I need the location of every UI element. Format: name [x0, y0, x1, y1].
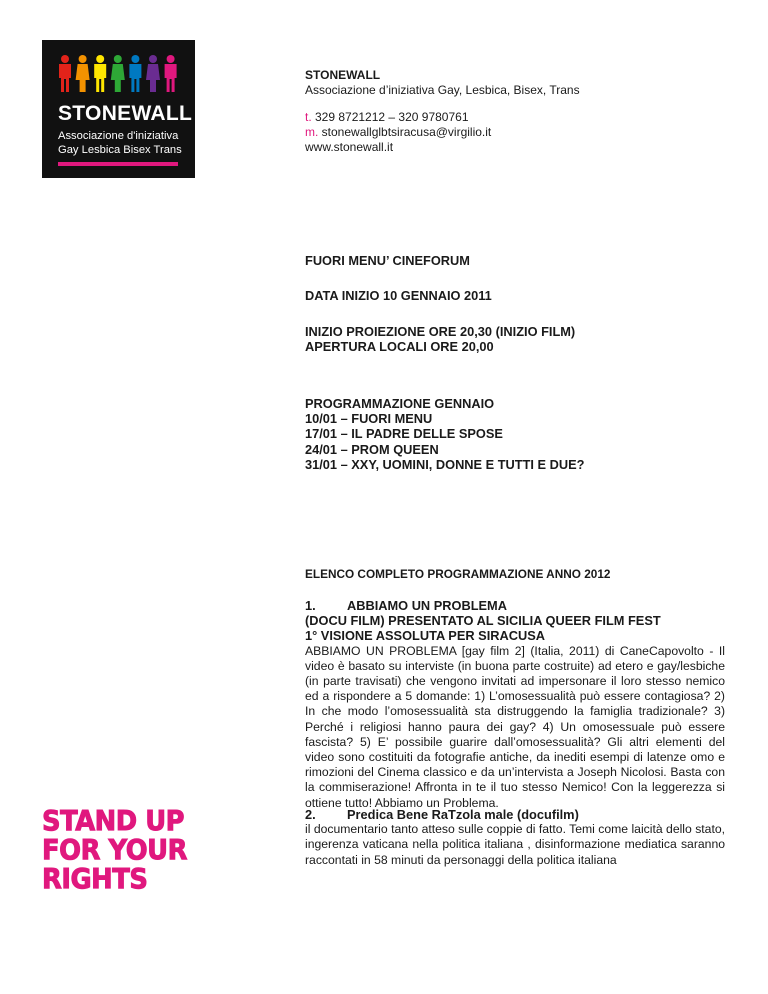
- film-2: [305, 807, 725, 868]
- film-2-number: 2.: [305, 807, 316, 822]
- org-subtitle: Associazione d’iniziativa Gay, Lesbica, Bisex, Trans: [305, 83, 580, 97]
- venue-opening: APERTURA LOCALI ORE 20,00: [305, 339, 494, 355]
- person-figure-icon: [76, 55, 90, 92]
- slogan-line: RIGHTS: [42, 862, 148, 895]
- mail-label: m.: [305, 125, 319, 139]
- projection-start: INIZIO PROIEZIONE ORE 20,30 (INIZIO FILM): [305, 324, 576, 339]
- contact-header: [305, 68, 580, 155]
- film-1-description: ABBIAMO UN PROBLEMA [gay film 2] (Italia, 2011) di CaneCapovolto - Il video è basato su interviste (in buona parte costruite) ad etero e gay/lesbiche (in parte travisati) che vengono invitati ad impersonare il loro stesso nemico ed a rispondere a 5 domande: 1) L’omosessualità può essere contagiosa? 2) In che modo l’omosessualità sta distruggendo la famiglia tradizionale? 3) Perché i religiosi hanno paura dei gay? 4) Un omosessuale può essere fascista? 5) E’ possibile guarire dall’omosessualità? Gli altri elementi del video sono costituiti da fotografie antiche, da inediti esempi di latenze omo e rimozioni del Cinema classico e da un’intervista a Joseph Nicolosi. Basta con la commiserazione! Affronta in te il tuo stesso Nemico! Con la leggerezza si ottiene tutto! Abbiamo un Problema.: [305, 643, 725, 810]
- person-figure-icon: [59, 55, 71, 92]
- film-2-title: Predica Bene RaTzola male (docufilm): [347, 807, 579, 822]
- website: www.stonewall.it: [305, 140, 394, 154]
- event-title: FUORI MENU’ CINEFORUM: [305, 253, 470, 268]
- schedule-times: [305, 324, 725, 354]
- film-1: [305, 598, 725, 811]
- january-item: 17/01 – IL PADRE DELLE SPOSE: [305, 426, 503, 442]
- slogan-line: STAND UP: [42, 804, 185, 837]
- january-item: 31/01 – XXY, UOMINI, DONNE E TUTTI E DUE?: [305, 456, 585, 472]
- film-1-premiere: 1° VISIONE ASSOLUTA PER SIRACUSA: [305, 628, 545, 644]
- person-figure-icon: [165, 55, 177, 92]
- logo-subtitle-line1: Associazione d'iniziativa: [58, 130, 179, 142]
- person-figure-icon: [94, 55, 106, 92]
- rainbow-people-icon: [57, 54, 181, 94]
- mail-address: stonewallglbtsiracusa@virgilio.it: [318, 125, 492, 139]
- person-figure-icon: [111, 55, 125, 92]
- org-name: STONEWALL: [305, 68, 381, 82]
- mail-line: [305, 125, 580, 140]
- event-start-date: DATA INIZIO 10 GENNAIO 2011: [305, 288, 492, 303]
- phone-number: 329 8721212 – 320 9780761: [311, 110, 469, 124]
- logo-subtitle-line2: Gay Lesbica Bisex Trans: [58, 144, 182, 156]
- film-2-description: il documentario tanto atteso sulle coppie di fatto. Temi come laicità dello stato, ingerenza vaticana nella politica italiana , disinformazione mediatica saranno raccontati in 58 minuti da personaggi della politica italiana: [305, 822, 725, 867]
- stonewall-logo: [42, 40, 195, 178]
- january-item: 10/01 – FUORI MENU: [305, 411, 433, 427]
- logo-title: STONEWALL: [58, 102, 193, 125]
- january-item: 24/01 – PROM QUEEN: [305, 441, 439, 457]
- phone-line: [305, 110, 580, 125]
- film-1-title-line: [305, 598, 725, 613]
- film-1-subtitle: (DOCU FILM) PRESENTATO AL SICILIA QUEER FILM FEST: [305, 613, 661, 629]
- film-1-title: ABBIAMO UN PROBLEMA: [347, 598, 507, 613]
- january-program: [305, 396, 725, 472]
- full-program-heading: ELENCO COMPLETO PROGRAMMAZIONE ANNO 2012: [305, 567, 611, 581]
- stand-up-slogan: [42, 806, 187, 893]
- person-figure-icon: [129, 55, 141, 92]
- film-2-title-line: [305, 807, 725, 822]
- logo-underline: [58, 162, 178, 166]
- film-1-number: 1.: [305, 598, 316, 613]
- person-figure-icon: [146, 55, 160, 92]
- phone-label: t.: [305, 110, 312, 124]
- slogan-line: FOR YOUR: [42, 833, 188, 866]
- january-heading: PROGRAMMAZIONE GENNAIO: [305, 396, 495, 411]
